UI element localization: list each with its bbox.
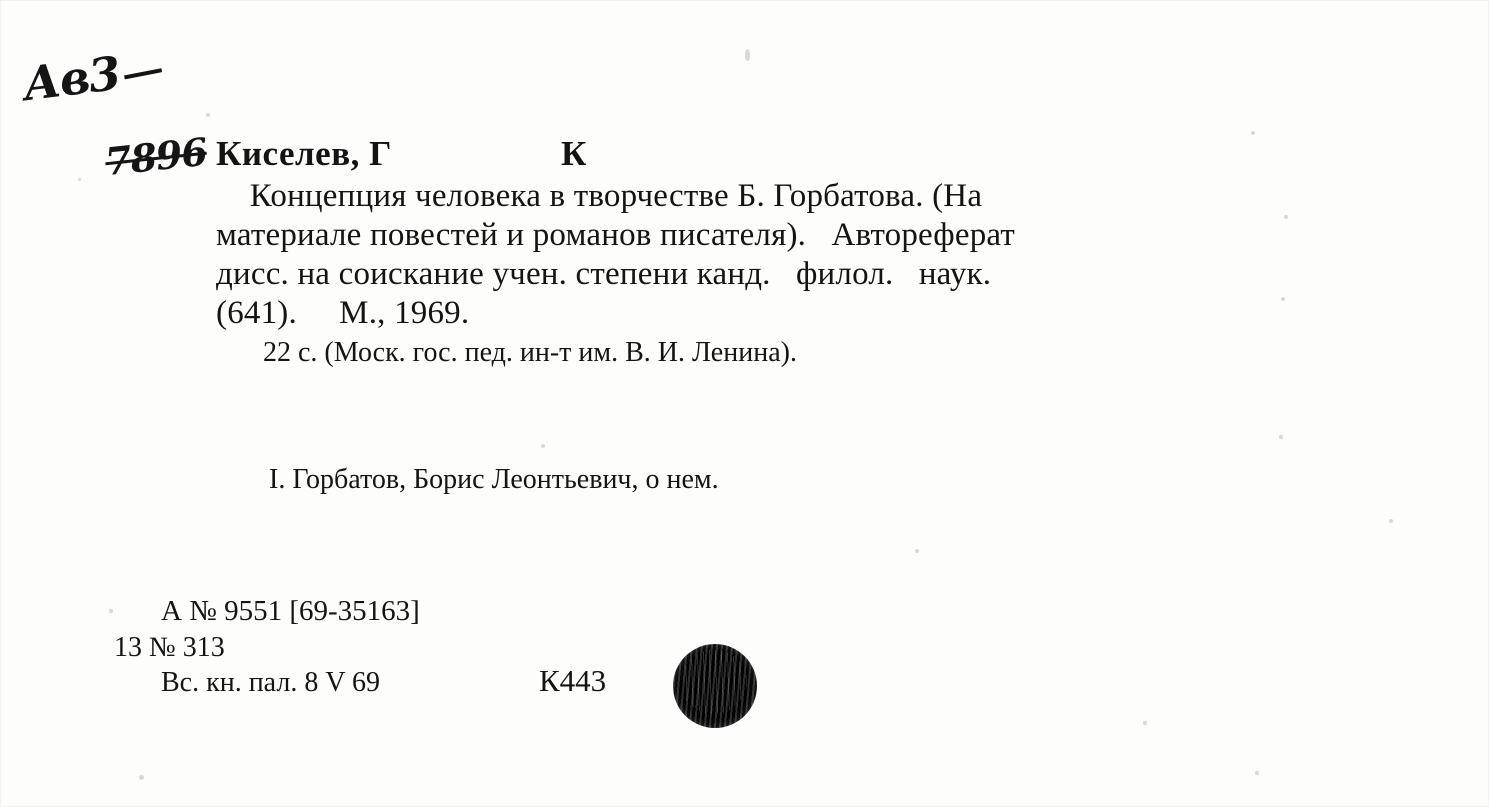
author-heading: Киселев, Г xyxy=(216,134,392,173)
paper-speck xyxy=(1389,519,1393,523)
footer-shelf-code: К443 xyxy=(539,663,607,698)
handwritten-top-mark-text: Ав3 xyxy=(20,45,123,112)
physical-description: 22 с. (Моск. гос. пед. ин-т им. В. И. Ленина). xyxy=(263,337,797,368)
title-statement xyxy=(216,177,1426,333)
paper-speck xyxy=(1251,131,1255,135)
subject-heading: I. Горбатов, Борис Леонтьевич, о нем. xyxy=(269,464,719,495)
ink-blob-stamp xyxy=(673,644,757,728)
footer-accession-line: А № 9551 [69-35163] xyxy=(161,595,420,627)
classification-letter: К xyxy=(561,134,587,173)
paper-speck xyxy=(206,113,210,117)
footer-registry-line: Вс. кн. пал. 8 V 69 xyxy=(161,667,381,698)
title-line: материале повестей и романов писателя). Автореферат xyxy=(216,217,1016,253)
title-line: дисс. на соискание учен. степени канд. филол. наук. xyxy=(216,256,992,292)
handwritten-top-mark xyxy=(20,41,164,111)
paper-speck xyxy=(541,444,545,448)
paper-speck xyxy=(139,775,144,780)
title-line: (641). М., 1969. xyxy=(216,295,470,331)
footer-number-line: 13 № 313 xyxy=(114,632,225,663)
paper-speck xyxy=(1143,721,1147,725)
paper-speck xyxy=(78,178,81,181)
title-line: Концепция человека в творчестве Б. Горбатова. (На xyxy=(216,178,983,214)
paper-speck xyxy=(915,549,919,553)
paper-speck xyxy=(1255,771,1259,775)
paper-speck xyxy=(109,609,113,613)
handwritten-inventory-number: 7896 xyxy=(102,128,209,185)
paper-speck xyxy=(745,49,750,61)
paper-speck xyxy=(1279,435,1283,439)
handwritten-strike-mark xyxy=(124,68,162,79)
